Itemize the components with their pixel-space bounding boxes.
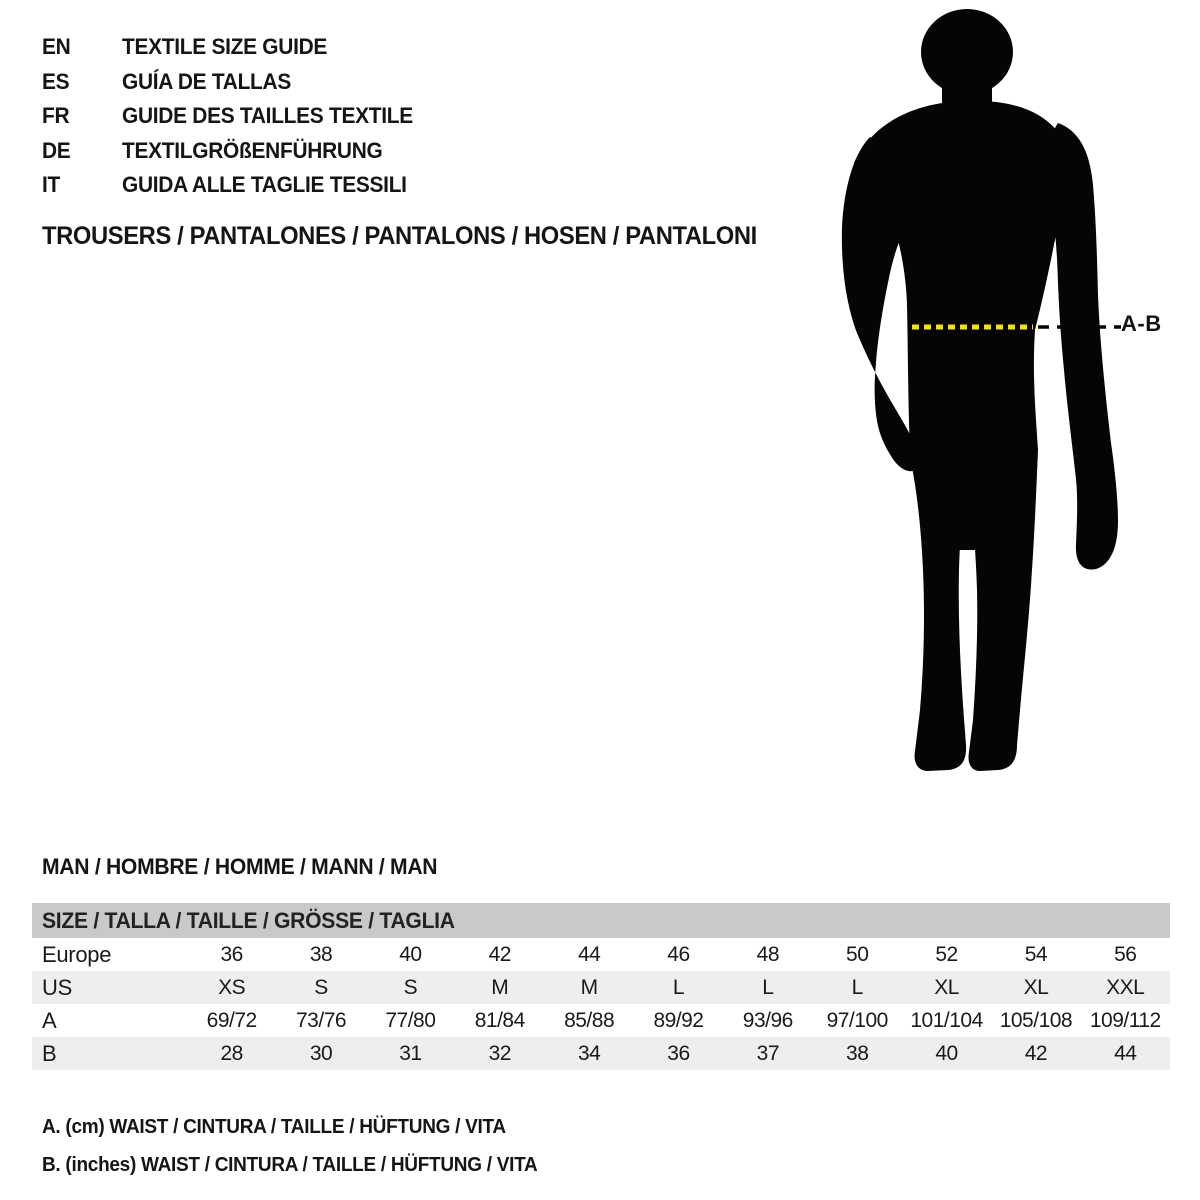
guide-title-it: GUIDA ALLE TAGLIE TESSILI <box>122 172 407 198</box>
language-code: FR <box>42 103 70 129</box>
language-row-de <box>42 134 428 169</box>
gender-title: MAN / HOMBRE / HOMME / MANN / MAN <box>42 854 438 879</box>
table-cell: 36 <box>667 1041 690 1065</box>
table-cell: 40 <box>935 1041 958 1065</box>
table-cell: S <box>403 975 418 999</box>
language-row-en <box>42 30 428 65</box>
table-cell: L <box>762 975 774 999</box>
category-title: TROUSERS / PANTALONES / PANTALONS / HOSEN / PANTALONI <box>42 222 757 250</box>
table-cell: XL <box>934 975 959 999</box>
table-cell: 28 <box>220 1041 243 1065</box>
size-table <box>32 903 1170 1070</box>
language-code: EN <box>42 34 71 60</box>
footnote-a: A. (cm) WAIST / CINTURA / TAILLE / HÜFTUNG / VITA <box>42 1116 506 1138</box>
language-row-it <box>42 168 428 203</box>
row-label: A <box>42 1007 57 1033</box>
table-row-a-cm <box>32 1004 1170 1037</box>
language-row-fr <box>42 99 428 134</box>
table-cell: XXL <box>1106 975 1145 999</box>
row-label: B <box>42 1040 57 1066</box>
size-table-header-text: SIZE / TALLA / TAILLE / GRÖSSE / TAGLIA <box>42 908 455 933</box>
table-cell: XL <box>1023 975 1049 999</box>
table-cell: L <box>851 975 863 999</box>
table-cell: 85/88 <box>564 1008 615 1032</box>
table-cell: 56 <box>1114 942 1137 966</box>
table-cell: 105/108 <box>999 1008 1073 1032</box>
table-cell: 48 <box>756 942 780 966</box>
table-cell: XS <box>218 975 246 999</box>
table-cell: 52 <box>935 942 958 966</box>
table-cell: 81/84 <box>474 1008 525 1032</box>
table-row-europe <box>32 938 1170 971</box>
table-cell: 44 <box>1114 1041 1137 1065</box>
language-list <box>42 30 428 203</box>
footnote-b: B. (inches) WAIST / CINTURA / TAILLE / HÜFTUNG / VITA <box>42 1154 538 1176</box>
table-cell: 36 <box>220 942 243 966</box>
footnotes <box>42 1108 564 1184</box>
table-row-us <box>32 971 1170 1004</box>
right-arm-shape <box>1046 123 1118 570</box>
table-cell: 38 <box>309 942 333 966</box>
table-row-b-inches <box>32 1037 1170 1070</box>
table-cell: 38 <box>846 1041 869 1065</box>
table-cell: 46 <box>667 942 690 966</box>
row-label: US <box>42 974 72 1000</box>
language-code: IT <box>42 172 61 198</box>
table-cell: 44 <box>577 942 601 966</box>
guide-title-fr: GUIDE DES TAILLES TEXTILE <box>122 103 413 129</box>
table-cell: 42 <box>488 942 511 966</box>
row-label: Europe <box>42 941 112 967</box>
language-row-es <box>42 65 428 100</box>
neck-shape <box>942 73 992 113</box>
size-table-header <box>32 903 1170 938</box>
table-cell: 54 <box>1024 942 1048 966</box>
table-cell: 101/104 <box>910 1008 983 1032</box>
table-cell: M <box>491 975 509 999</box>
table-cell: 40 <box>399 942 422 966</box>
guide-title-de: TEXTILGRÖßENFÜHRUNG <box>122 137 383 163</box>
table-cell: 89/92 <box>653 1008 704 1032</box>
guide-title-en: TEXTILE SIZE GUIDE <box>122 34 328 60</box>
table-cell: 42 <box>1024 1041 1048 1065</box>
table-cell: 34 <box>577 1041 601 1065</box>
table-cell: 50 <box>846 942 869 966</box>
table-cell: 97/100 <box>826 1008 888 1032</box>
table-cell: 69/72 <box>206 1008 257 1032</box>
guide-title-es: GUÍA DE TALLAS <box>122 68 292 94</box>
table-cell: 77/80 <box>385 1008 436 1032</box>
table-cell: 37 <box>756 1041 780 1065</box>
language-code: ES <box>42 68 70 94</box>
hips-fill <box>948 448 988 550</box>
table-cell: 73/76 <box>296 1008 347 1032</box>
table-cell: 30 <box>309 1041 333 1065</box>
measure-label: A-B <box>1121 311 1162 336</box>
table-cell: 93/96 <box>742 1008 793 1032</box>
table-cell: S <box>314 975 328 999</box>
language-code: DE <box>42 137 71 163</box>
man-silhouette <box>830 5 1130 785</box>
table-cell: M <box>580 975 598 999</box>
table-cell: L <box>672 975 685 999</box>
table-cell: 31 <box>399 1041 422 1065</box>
table-cell: 32 <box>488 1041 511 1065</box>
table-cell: 109/112 <box>1089 1008 1161 1032</box>
